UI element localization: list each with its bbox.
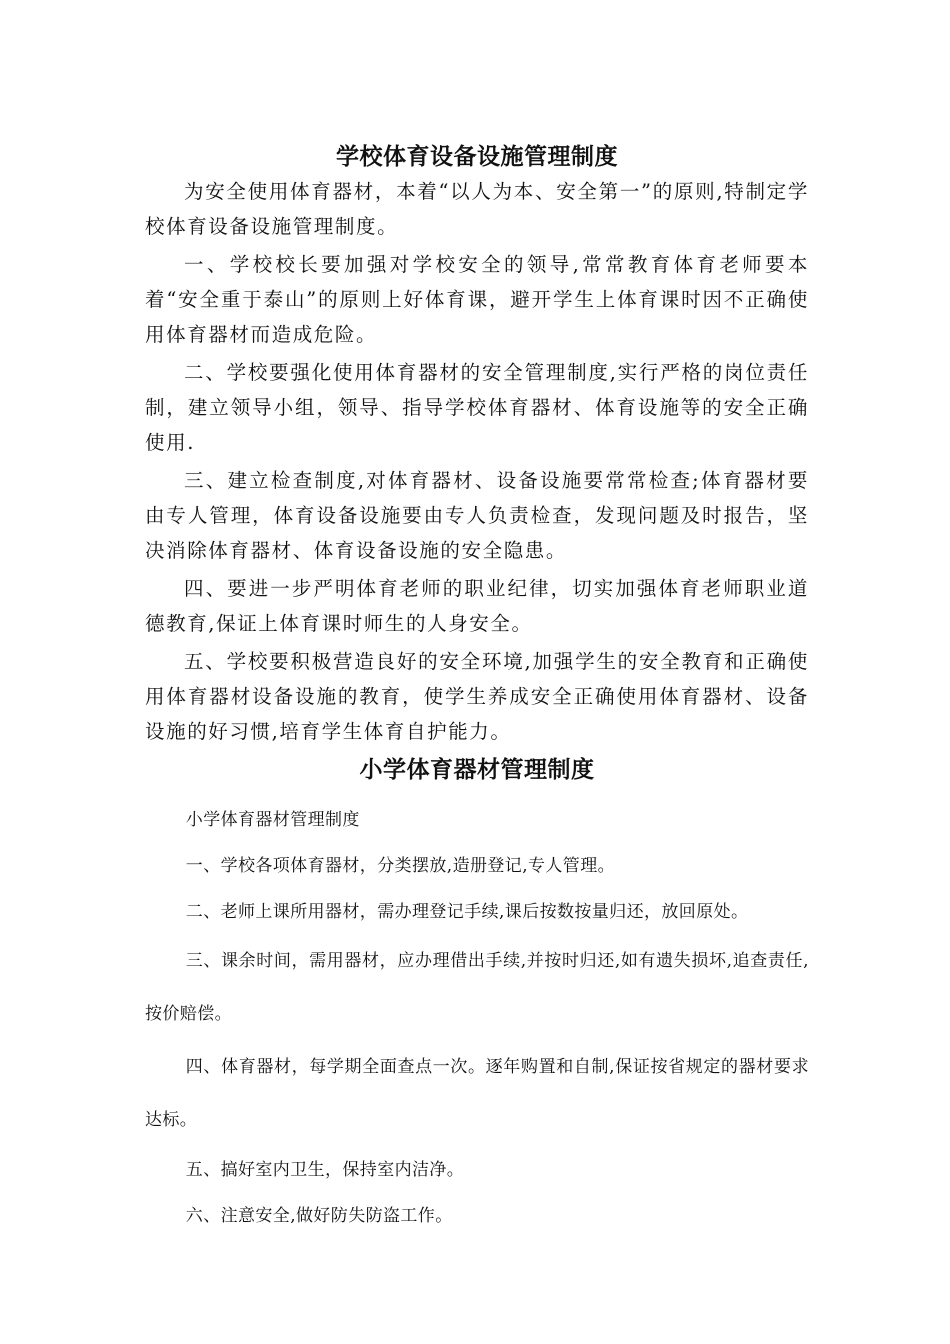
clause-5-paragraph: 五、学校要积极营造良好的安全环境,加强学生的安全教育和正确使用体育器材设备设施的教育，使学生养成安全正确使用体育器材、设备设施的好习惯,培育学生体育自护能力。 bbox=[145, 650, 809, 743]
policy-section-1 bbox=[145, 174, 809, 749]
section-2-subtitle: 小学体育器材管理制度 bbox=[185, 810, 360, 830]
rule-3-paragraph: 三、课余时间，需用器材，应办理借出手续,并按时归还,如有遗失损坏,追查责任,按价赔偿。 bbox=[145, 951, 809, 1024]
rule-1-paragraph: 一、学校各项体育器材，分类摆放,造册登记,专人管理。 bbox=[185, 856, 616, 876]
policy-section-2 bbox=[145, 797, 809, 1239]
rule-2-paragraph: 二、老师上课所用器材，需办理登记手续,课后按数按量归还，放回原处。 bbox=[185, 902, 749, 922]
clause-1-paragraph: 一、学校校长要加强对学校安全的领导,常常教育体育老师要本着“安全重于泰山”的原则上好体育课，避开学生上体育课时因不正确使用体育器材而造成危险。 bbox=[145, 253, 809, 346]
clause-2-paragraph: 二、学校要强化使用体育器材的安全管理制度,实行严格的岗位责任制，建立领导小组，领导、指导学校体育器材、体育设施等的安全正确使用. bbox=[145, 361, 809, 454]
rule-6-paragraph: 六、注意安全,做好防失防盗工作。 bbox=[185, 1206, 453, 1226]
intro-paragraph: 为安全使用体育器材，本着“以人为本、安全第一”的原则,特制定学校体育设备设施管理制度。 bbox=[145, 180, 809, 238]
document-title: 学校体育设备设施管理制度 bbox=[336, 144, 618, 170]
section-2-title: 小学体育器材管理制度 bbox=[359, 757, 595, 783]
rule-4-paragraph: 四、体育器材，每学期全面查点一次。逐年购置和自制,保证按省规定的器材要求达标。 bbox=[145, 1057, 809, 1130]
document-page bbox=[145, 140, 809, 1239]
clause-4-paragraph: 四、要进一步严明体育老师的职业纪律，切实加强体育老师职业道德教育,保证上体育课时师生的人身安全。 bbox=[145, 577, 809, 635]
clause-3-paragraph: 三、建立检查制度,对体育器材、设备设施要常常检查;体育器材要由专人管理，体育设备设施要由专人负责检查，发现问题及时报告，坚决消除体育器材、体育设备设施的安全隐患。 bbox=[145, 469, 809, 562]
rule-5-paragraph: 五、搞好室内卫生，保持室内洁净。 bbox=[185, 1160, 465, 1180]
